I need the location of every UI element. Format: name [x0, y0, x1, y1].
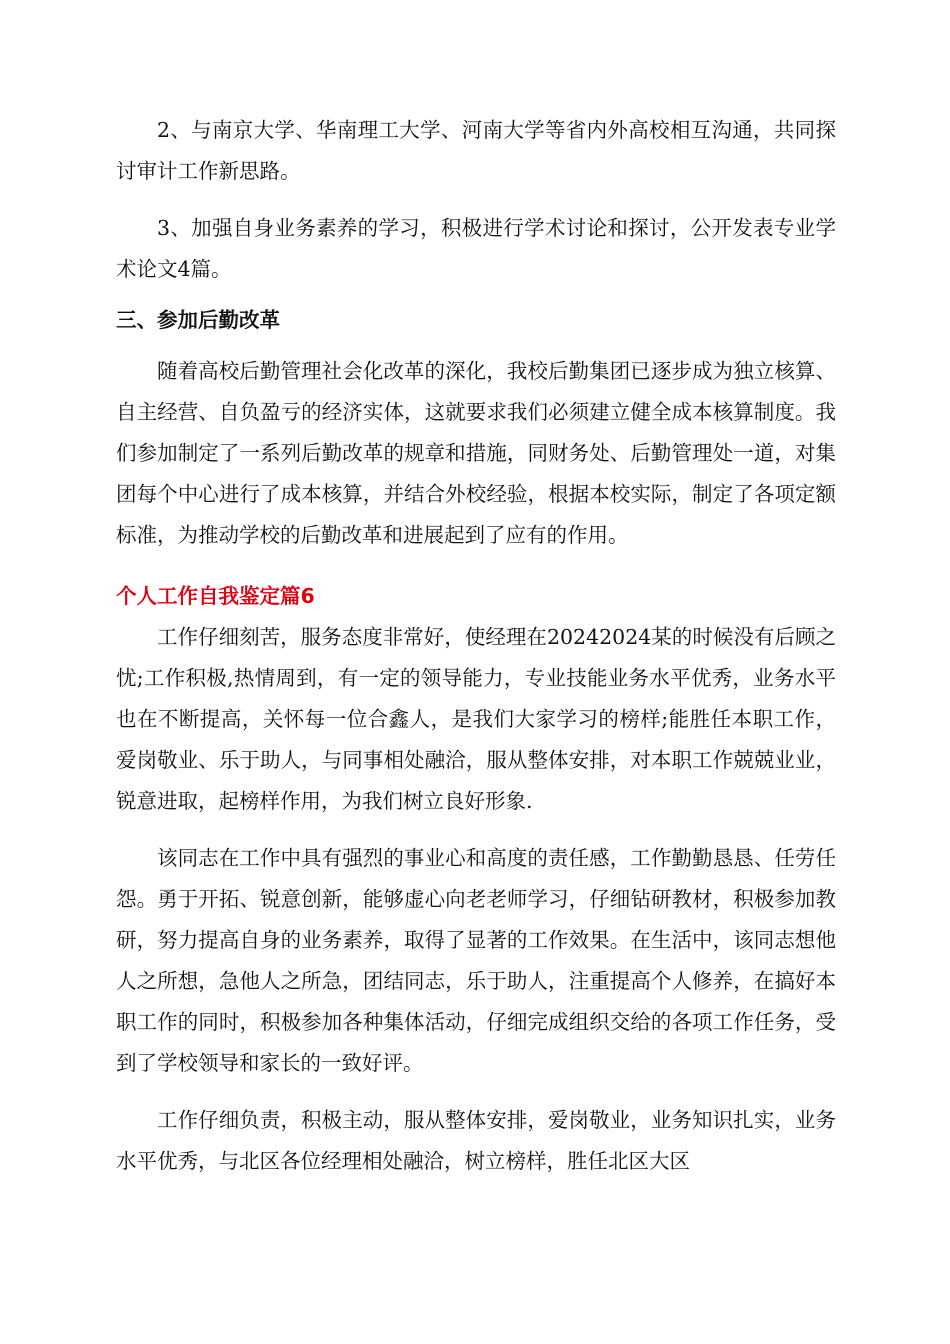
section-paragraph: 随着高校后勤管理社会化改革的深化，我校后勤集团已逐步成为独立核算、自主经营、自负盈亏的经济实体，这就要求我们必须建立健全成本核算制度。我们参加制定了一系列后勤改革的规章和措施，同财务处、后勤管理处一道，对集团每个中心进行了成本核算，并结合外校经验，根据本校实际，制定了各项定额标准，为推动学校的后勤改革和进展起到了应有的作用。	[116, 359, 836, 547]
article-paragraph-1: 工作仔细刻苦，服务态度非常好，使经理在20242024某的时候没有后顾之忧;工作积极,热情周到，有一定的领导能力，专业技能业务水平优秀，业务水平也在不断提高，关怀每一位合鑫人，是我们大家学习的榜样;能胜任本职工作，爱岗敬业、乐于助人，与同事相处融洽，服从整体安排，对本职工作兢兢业业，锐意进取，起榜样作用，为我们树立良好形象.	[116, 625, 836, 813]
section-heading: 三、参加后勤改革	[116, 308, 280, 332]
paragraph-item-2: 2、与南京大学、华南理工大学、河南大学等省内外高校相互沟通，共同探讨审计工作新思路。	[116, 118, 836, 183]
article-paragraph-2: 该同志在工作中具有强烈的事业心和高度的责任感，工作勤勤恳恳、任劳任怨。勇于开拓、锐意创新，能够虚心向老老师学习，仔细钻研教材，积极参加教研，努力提高自身的业务素养，取得了显著的工作效果。在生活中，该同志想他人之所想，急他人之所急，团结同志，乐于助人，注重提高个人修养，在搞好本职工作的同时，积极参加各种集体活动，仔细完成组织交给的各项工作任务，受到了学校领导和家长的一致好评。	[116, 846, 836, 1075]
document-page	[116, 110, 836, 1182]
paragraph-item-3: 3、加强自身业务素养的学习，积极进行学术讨论和探讨，公开发表专业学术论文4篇。	[116, 216, 836, 281]
article-paragraph-3: 工作仔细负责，积极主动，服从整体安排，爱岗敬业，业务知识扎实，业务水平优秀，与北区各位经理相处融洽，树立榜样，胜任北区大区	[116, 1108, 836, 1173]
article-heading: 个人工作自我鉴定篇6	[116, 584, 315, 608]
